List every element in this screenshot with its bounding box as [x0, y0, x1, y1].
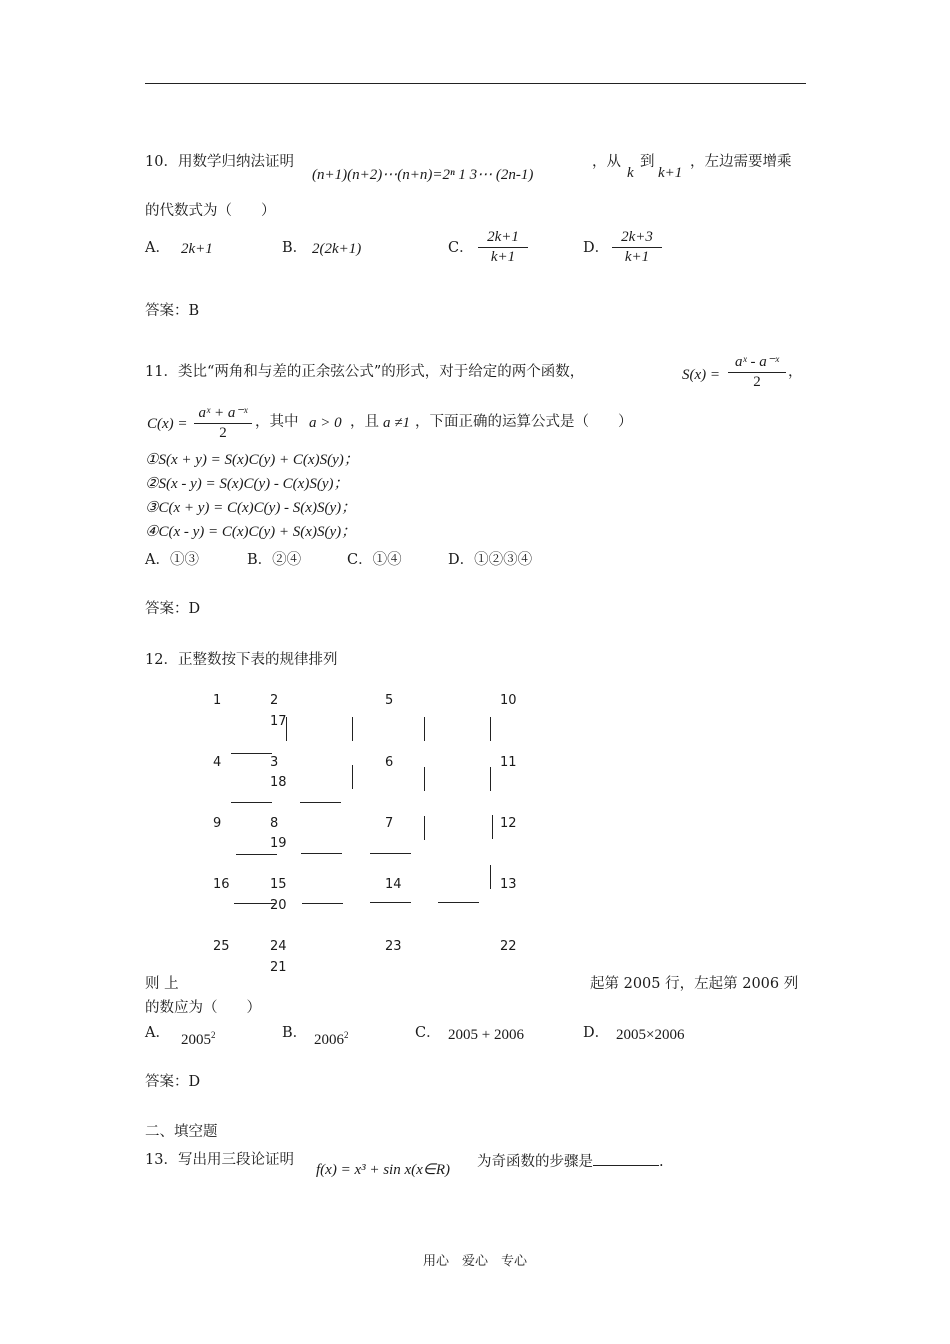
grid-line: [231, 802, 272, 803]
grid-number: 15: [270, 877, 287, 892]
q11-option-d: D．①②③④: [448, 552, 533, 568]
grid-line: [370, 853, 411, 854]
grid-number: 12: [500, 816, 517, 831]
q10-option-c-label: C．: [448, 240, 474, 256]
q10-stem-b: ，从: [592, 154, 621, 170]
q11-cond1: a > 0: [309, 415, 342, 431]
grid-number: 14: [385, 877, 402, 892]
q13-stem-b-text: 为奇函数的步骤是: [477, 1154, 593, 1170]
q13-stem-a: 13．写出用三段论证明: [145, 1152, 294, 1168]
q12-line-c: 的数应为（ ）: [145, 1000, 261, 1016]
grid-number: 19: [270, 836, 287, 851]
grid-number: 22: [500, 939, 517, 954]
q10-k: k: [627, 165, 634, 181]
grid-line: [301, 853, 342, 854]
q11-option-c: C．①④: [347, 552, 402, 568]
q11-stem-c: ，且: [350, 414, 379, 430]
grid-number: 25: [213, 939, 230, 954]
page-footer: 用心 爱心 专心: [422, 1254, 527, 1269]
q12-option-a-base: 2005: [181, 1032, 211, 1048]
q13-stem-b: [477, 1151, 664, 1171]
q12-option-b-base: 2006: [314, 1032, 344, 1048]
grid-line: [236, 854, 277, 855]
q10-option-d-denominator: k+1: [624, 249, 650, 265]
q10-stem-a: 10．用数学归纳法证明: [145, 154, 294, 170]
q12-option-d: 2005×2006: [616, 1027, 685, 1043]
q10-option-d-label: D．: [583, 240, 610, 256]
header-rule: [145, 83, 806, 84]
grid-line: [424, 767, 425, 791]
q11-answer: 答案：D: [145, 601, 201, 617]
q11-comma: ，: [788, 364, 803, 380]
q12-option-a-exponent: 2: [211, 1030, 216, 1040]
grid-number: 18: [270, 775, 287, 790]
q11-c-numerator: aˣ + a⁻ˣ: [194, 403, 252, 424]
grid-number: 3: [270, 755, 279, 770]
grid-line: [424, 816, 425, 840]
grid-number: 1: [213, 693, 222, 708]
q11-s-fraction: [728, 352, 786, 391]
q12-option-a-label: A．: [145, 1025, 170, 1041]
q10-stem-c: 到: [640, 154, 655, 170]
grid-number: 2: [270, 693, 279, 708]
grid-number: 21: [270, 960, 287, 975]
q10-answer: 答案：B: [145, 303, 200, 319]
grid-number: 9: [213, 816, 222, 831]
q11-s-lhs: S(x) =: [682, 367, 721, 383]
q12-option-c-label: C．: [415, 1025, 441, 1041]
grid-line: [438, 902, 479, 903]
grid-line: [234, 903, 275, 904]
q11-item-2: ②S(x - y) = S(x)C(y) - C(x)S(y)；: [145, 476, 349, 492]
q12-answer: 答案：D: [145, 1074, 201, 1090]
q12-stem: 12．正整数按下表的规律排列: [145, 652, 338, 668]
grid-number: 20: [270, 898, 287, 913]
section-heading: 二、填空题: [145, 1124, 218, 1140]
grid-line: [424, 717, 425, 741]
grid-number: 11: [500, 755, 517, 770]
grid-number: 16: [213, 877, 230, 892]
grid-number: 5: [385, 693, 394, 708]
grid-line: [352, 717, 353, 741]
q10-k1: k+1: [658, 165, 683, 181]
q11-item-4: ④C(x - y) = C(x)C(y) + S(x)S(y)；: [145, 524, 357, 540]
q12-option-a: [181, 1026, 216, 1049]
q12-option-d-label: D．: [583, 1025, 610, 1041]
grid-number: 24: [270, 939, 287, 954]
grid-line: [492, 815, 493, 839]
grid-line: [302, 903, 343, 904]
grid-number: 23: [385, 939, 402, 954]
q12-option-b-exponent: 2: [344, 1030, 349, 1040]
grid-line: [286, 717, 287, 741]
grid-line: [370, 902, 411, 903]
grid-line: [231, 753, 272, 754]
q11-s-numerator: aˣ - a⁻ˣ: [728, 352, 786, 373]
q13-answer-blank[interactable]: [593, 1151, 659, 1166]
q10-option-d-fraction: [612, 229, 662, 266]
q10-option-d-numerator: 2k+3: [612, 229, 662, 248]
grid-line: [352, 765, 353, 789]
q12-option-b: [314, 1026, 349, 1049]
q10-option-b: 2(2k+1): [312, 241, 362, 257]
q11-item-3: ③C(x + y) = C(x)C(y) - S(x)S(y)；: [145, 500, 357, 516]
q10-option-a: 2k+1: [181, 241, 213, 257]
q12-option-b-label: B．: [282, 1025, 308, 1041]
q12-line-a: 则 上: [145, 976, 179, 992]
grid-number: 17: [270, 714, 287, 729]
q12-line-b: 起第 2005 行，左起第 2006 列: [590, 976, 799, 992]
grid-number: 6: [385, 755, 394, 770]
q13-end: .: [659, 1154, 664, 1170]
q11-c-denominator: 2: [219, 425, 227, 441]
q11-option-a: A．①③: [145, 552, 199, 568]
q11-s-denominator: 2: [753, 374, 761, 390]
grid-number: 7: [385, 816, 394, 831]
grid-number: 4: [213, 755, 222, 770]
grid-line: [490, 717, 491, 741]
q11-option-b: B．②④: [247, 552, 302, 568]
grid-line: [300, 802, 341, 803]
q11-item-1: ①S(x + y) = S(x)C(y) + C(x)S(y)；: [145, 452, 359, 468]
q11-c-fraction: [194, 403, 252, 442]
q11-stem-d: ，下面正确的运算公式是（ ）: [415, 414, 633, 430]
grid-line: [490, 767, 491, 791]
q10-option-c-numerator: 2k+1: [478, 229, 528, 248]
grid-line: [490, 865, 491, 889]
grid-number: 8: [270, 816, 279, 831]
q10-formula: (n+1)(n+2)⋯(n+n)=2ⁿ 1 3⋯ (2n-1): [312, 167, 534, 183]
q11-stem-b: ，其中: [255, 414, 299, 430]
q10-option-a-label: A．: [145, 240, 170, 256]
q10-stem-e: 的代数式为（ ）: [145, 203, 276, 219]
q10-stem-d: ，左边需要增乘: [690, 154, 792, 170]
q11-cond2: a ≠1: [383, 415, 410, 431]
q12-option-c: 2005 + 2006: [448, 1027, 524, 1043]
q10-option-b-label: B．: [282, 240, 308, 256]
q11-stem-a: 11．类比“两角和与差的正余弦公式”的形式，对于给定的两个函数，: [145, 364, 585, 380]
q13-formula: f(x) = x³ + sin x(x∈R): [316, 1162, 451, 1178]
q11-c-lhs: C(x) =: [147, 416, 188, 432]
q10-option-c-fraction: [478, 229, 528, 266]
q10-option-c-denominator: k+1: [490, 249, 516, 265]
grid-number: 13: [500, 877, 517, 892]
grid-number: 10: [500, 693, 517, 708]
